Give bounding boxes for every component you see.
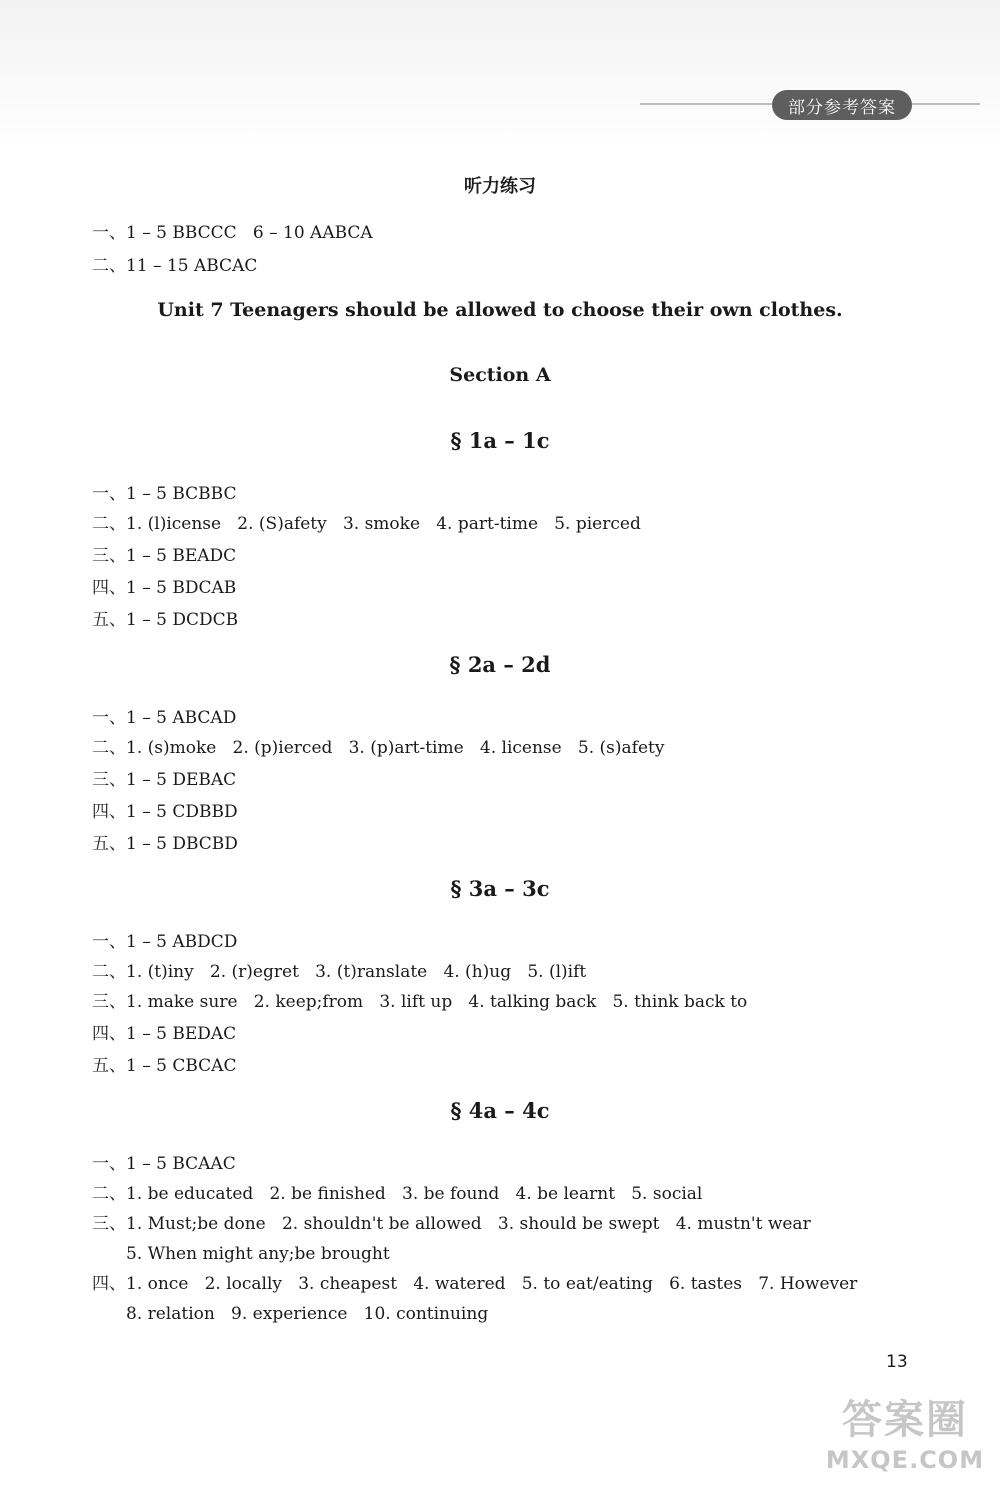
answer-line: 三、1. make sure 2. keep;from 3. lift up 4. talking back 5. think back to: [92, 992, 748, 1012]
part-title: § 2a – 2d: [449, 652, 551, 677]
answer-line: 五、1 – 5 CBCAC: [92, 1056, 237, 1076]
answer-line: 8. relation 9. experience 10. continuing: [126, 1304, 489, 1324]
answer-line: 五、1 – 5 DCDCB: [92, 610, 239, 630]
answer-line: 二、1. (l)icense 2. (S)afety 3. smoke 4. part-time 5. pierced: [92, 514, 641, 534]
answer-line: 四、1. once 2. locally 3. cheapest 4. watered 5. to eat/eating 6. tastes 7. However: [92, 1274, 858, 1294]
answer-line: 一、1 – 5 BCBBC: [92, 484, 237, 504]
answer-line: 一、1 – 5 BBCCC 6 – 10 AABCA: [92, 223, 373, 243]
answer-line: 四、1 – 5 BEDAC: [92, 1024, 237, 1044]
unit-title: Unit 7 Teenagers should be allowed to choose their own clothes.: [157, 299, 843, 321]
answer-line: 三、1 – 5 BEADC: [92, 546, 237, 566]
section-title: Section A: [449, 364, 551, 386]
listening-title: 听力练习: [464, 176, 536, 197]
page-top-shade: [0, 0, 1000, 150]
answer-line: 一、1 – 5 ABCAD: [92, 708, 237, 728]
answer-line: 5. When might any;be brought: [126, 1244, 390, 1264]
part-title: § 1a – 1c: [450, 428, 550, 453]
watermark-site: MXQE.COM: [825, 1446, 985, 1474]
answer-line: 一、1 – 5 ABDCD: [92, 932, 238, 952]
answer-line: 二、11 – 15 ABCAC: [92, 256, 258, 276]
site-watermark: [820, 1395, 990, 1485]
page-number: 13: [886, 1352, 908, 1372]
header-tab: 部分参考答案: [772, 90, 912, 120]
part-title: § 4a – 4c: [450, 1098, 550, 1123]
answer-line: 四、1 – 5 CDBBD: [92, 802, 238, 822]
answer-line: 四、1 – 5 BDCAB: [92, 578, 237, 598]
watermark-logo: 答案圈: [842, 1397, 968, 1443]
answer-line: 二、1. be educated 2. be finished 3. be found 4. be learnt 5. social: [92, 1184, 703, 1204]
answer-line: 五、1 – 5 DBCBD: [92, 834, 238, 854]
answer-line: 二、1. (t)iny 2. (r)egret 3. (t)ranslate 4. (h)ug 5. (l)ift: [92, 962, 587, 982]
part-title: § 3a – 3c: [450, 876, 550, 901]
answer-line: 一、1 – 5 BCAAC: [92, 1154, 236, 1174]
answer-line: 三、1 – 5 DEBAC: [92, 770, 237, 790]
answer-line: 三、1. Must;be done 2. shouldn't be allowed 3. should be swept 4. mustn't wear: [92, 1214, 811, 1234]
answer-line: 二、1. (s)moke 2. (p)ierced 3. (p)art-time 4. license 5. (s)afety: [92, 738, 665, 758]
